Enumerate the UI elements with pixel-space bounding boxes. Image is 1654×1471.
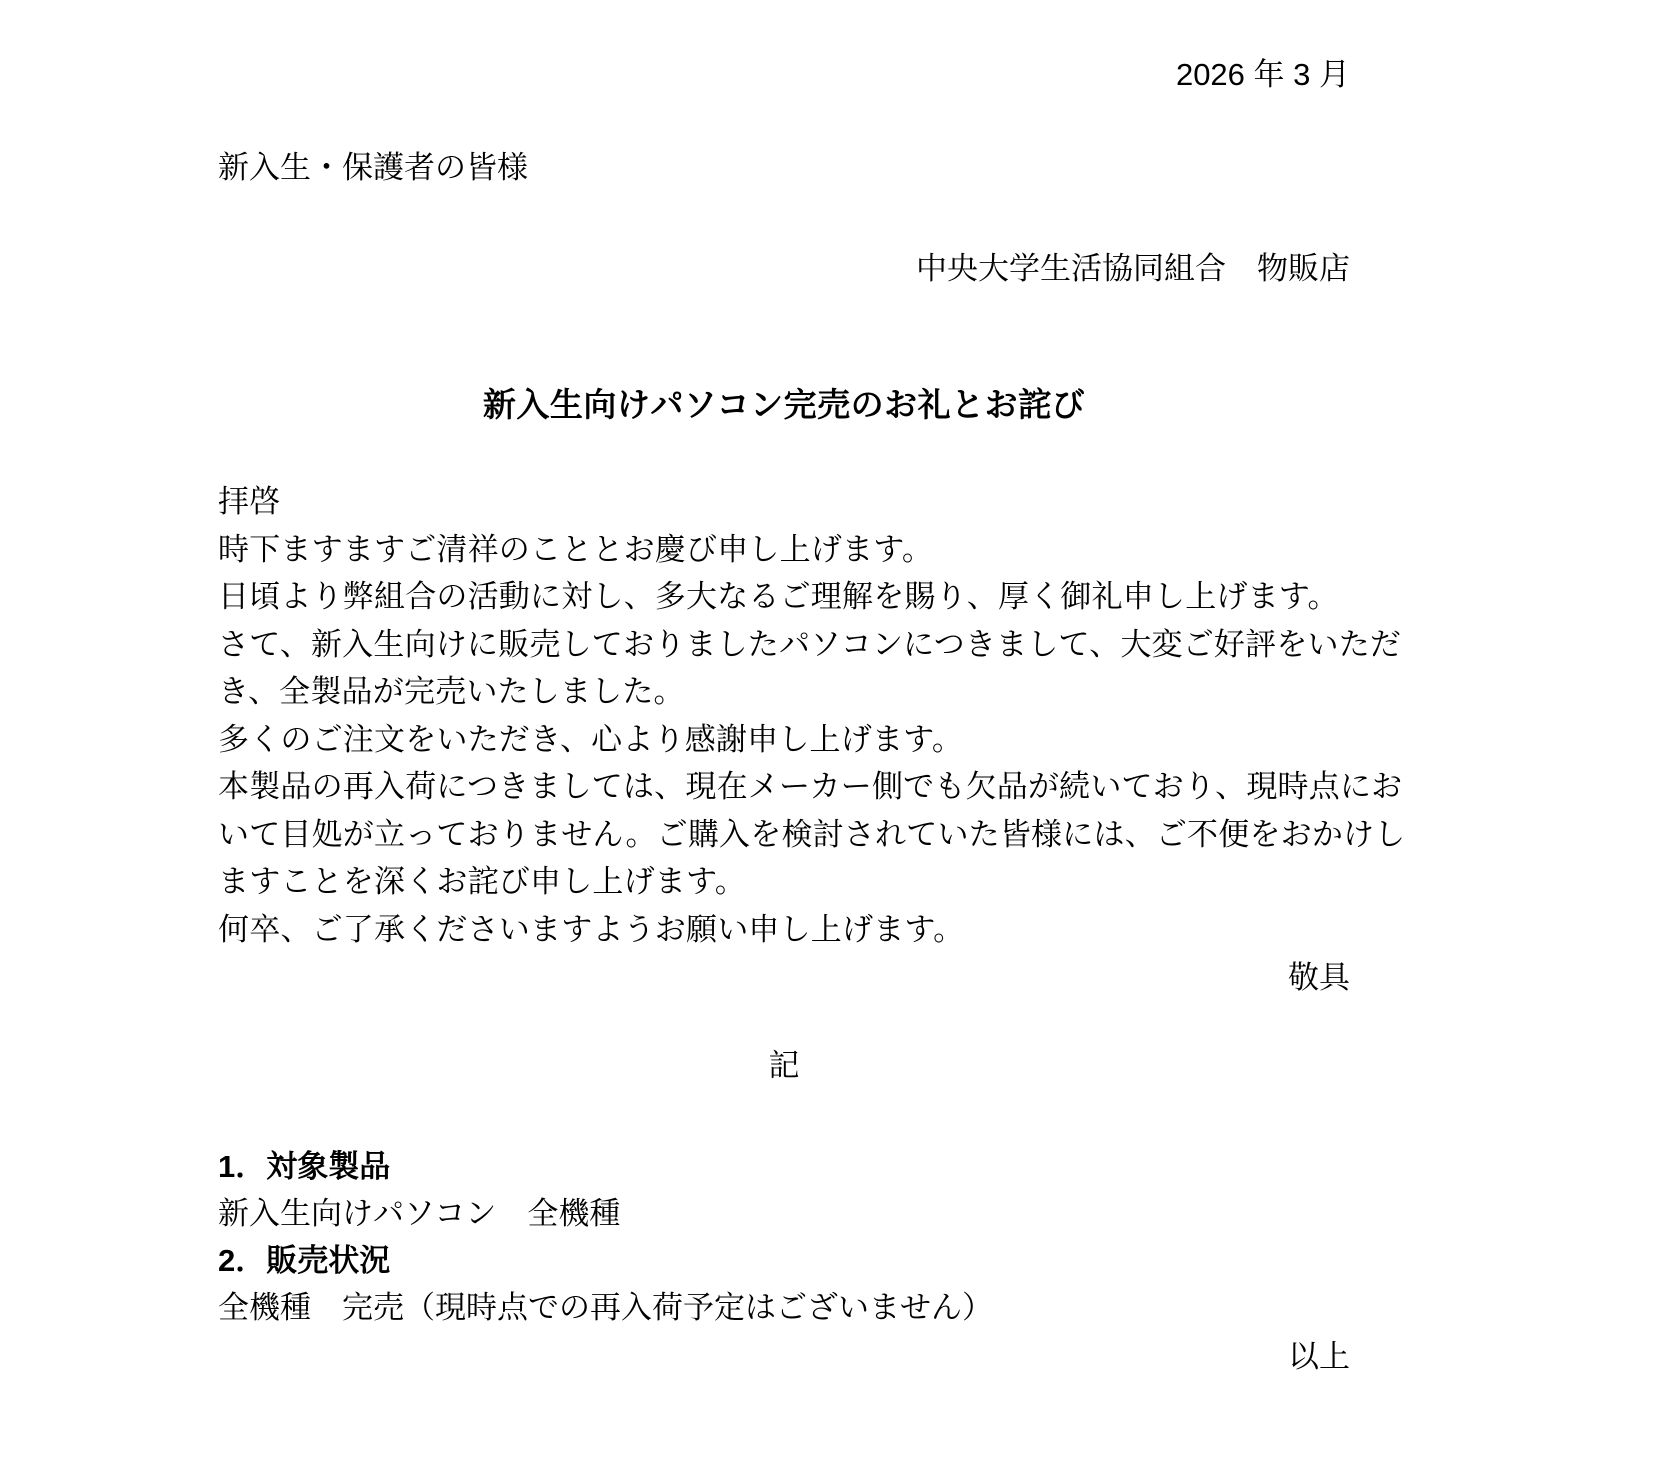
body-line: さて、新入生向けに販売しておりましたパソコンにつきまして、大変ご好評をいただ	[218, 626, 1402, 662]
body-paragraphs	[218, 478, 1406, 953]
ki-marker: 記	[768, 1048, 800, 1083]
document-date: 2026 年 3 月	[1175, 57, 1350, 92]
enumerated-items	[218, 1143, 1350, 1331]
body-line: き、全製品が完売いたしました。	[218, 674, 685, 709]
sender-line: 中央大学生活協同組合 物販店	[916, 251, 1350, 286]
body-line: 時下ますますご清祥のこととお慶び申し上げます。	[218, 531, 934, 567]
body-line: 日頃より弊組合の活動に対し、多大なるご理解を賜り、厚く御礼申し上げます。	[218, 579, 1339, 614]
final-marker: 以上	[1288, 1339, 1350, 1374]
recipient-line: 新入生・保護者の皆様	[218, 150, 528, 185]
document-title: 新入生向けパソコン完売のお礼とお詫び	[482, 386, 1086, 423]
item-heading-2: 2．販売状況	[218, 1243, 391, 1278]
body-line: ますことを深くお詫び申し上げます。	[218, 864, 746, 899]
document-content-area	[218, 0, 1406, 1471]
body-line: 拝啓	[218, 484, 281, 519]
item-heading-1: 1．対象製品	[218, 1149, 391, 1184]
item-content-1: 新入生向けパソコン 全機種	[218, 1196, 621, 1231]
body-line: 本製品の再入荷につきましては、現在メーカー側でも欠品が続いており、現時点にお	[218, 769, 1403, 804]
body-line: 何卒、ご了承くださいますようお願い申し上げます。	[218, 911, 965, 947]
closing-salutation: 敬具	[1288, 960, 1350, 995]
item-content-2: 全機種 完売（現時点での再入荷予定はございません）	[218, 1290, 993, 1325]
body-line: 多くのご注文をいただき、心より感謝申し上げます。	[218, 721, 964, 757]
body-line: いて目処が立っておりません。ご購入を検討されていた皆様には、ご不便をおかけし	[218, 816, 1406, 852]
